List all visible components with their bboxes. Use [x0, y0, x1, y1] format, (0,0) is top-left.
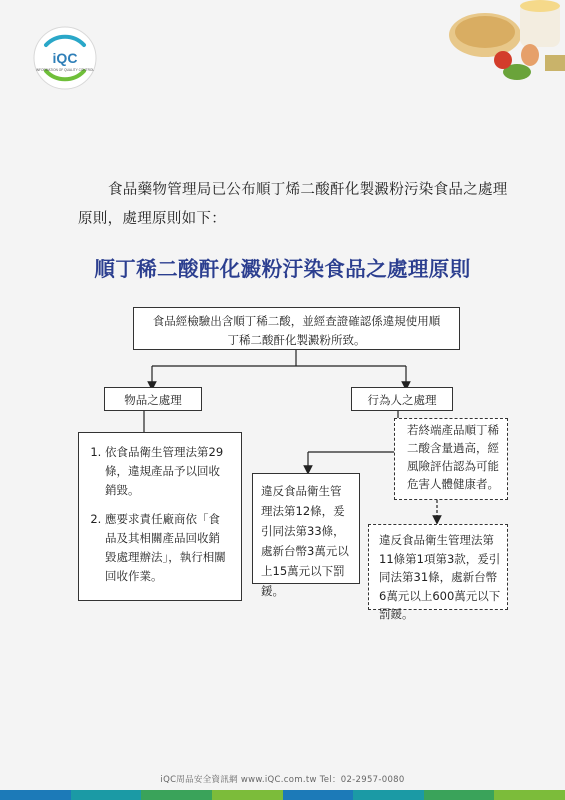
right-condition-box [394, 418, 508, 500]
left-items-list [87, 443, 229, 586]
page-title: 順丁稀二酸酐化澱粉汙染食品之處理原則 [94, 257, 471, 281]
list-item: 1. 依食品衛生管理法第29條，違規產品予以回收銷毀。 [105, 443, 229, 500]
list-item: 2. 應要求責任廠商依「食品及其相關產品回收銷毀處理辦法」，執行相關回收作業。 [105, 510, 229, 586]
right-header-text: 行為人之處理 [367, 393, 437, 407]
right-penalty-text: 違反食品衛生管理法第11條第1項第3款，爰引同法第31條，處新台幣6萬元以上600萬元以下罰鍰。 [379, 533, 501, 621]
logo-text: iQC [52, 50, 78, 66]
logo-subtext: INFORMATION OF QUALITY CONTROL [35, 68, 95, 72]
footer-text: iQC周品安全資訊網 www.iQC.com.tw Tel：02-2957-0080 [160, 775, 405, 785]
footer-color-bar [0, 790, 565, 800]
right-condition-text: 若終端產品順丁稀二酸含量過高，經風險評估認為可能危害人體健康者。 [407, 423, 499, 491]
flow-top-box [133, 307, 460, 350]
left-header-text: 物品之處理 [124, 393, 182, 407]
flow-top-text: 食品經檢驗出含順丁稀二酸，並經查證確認係違規使用順丁稀二酸酐化製澱粉所致。 [152, 314, 441, 347]
mid-penalty-box [252, 473, 360, 598]
mid-penalty-text: 違反食品衛生管理法第12條，爰引同法第33條，處新台幣3萬元以上15萬元以下罰鍰。 [261, 484, 349, 598]
right-penalty-box [368, 524, 508, 621]
intro-paragraph: 食品藥物管理局已公布順丁烯二酸酐化製澱粉污染食品之處理原則，處理原則如下： [78, 182, 508, 227]
left-header-box [104, 387, 202, 411]
left-items-box [78, 432, 242, 601]
right-header-box [351, 387, 453, 411]
